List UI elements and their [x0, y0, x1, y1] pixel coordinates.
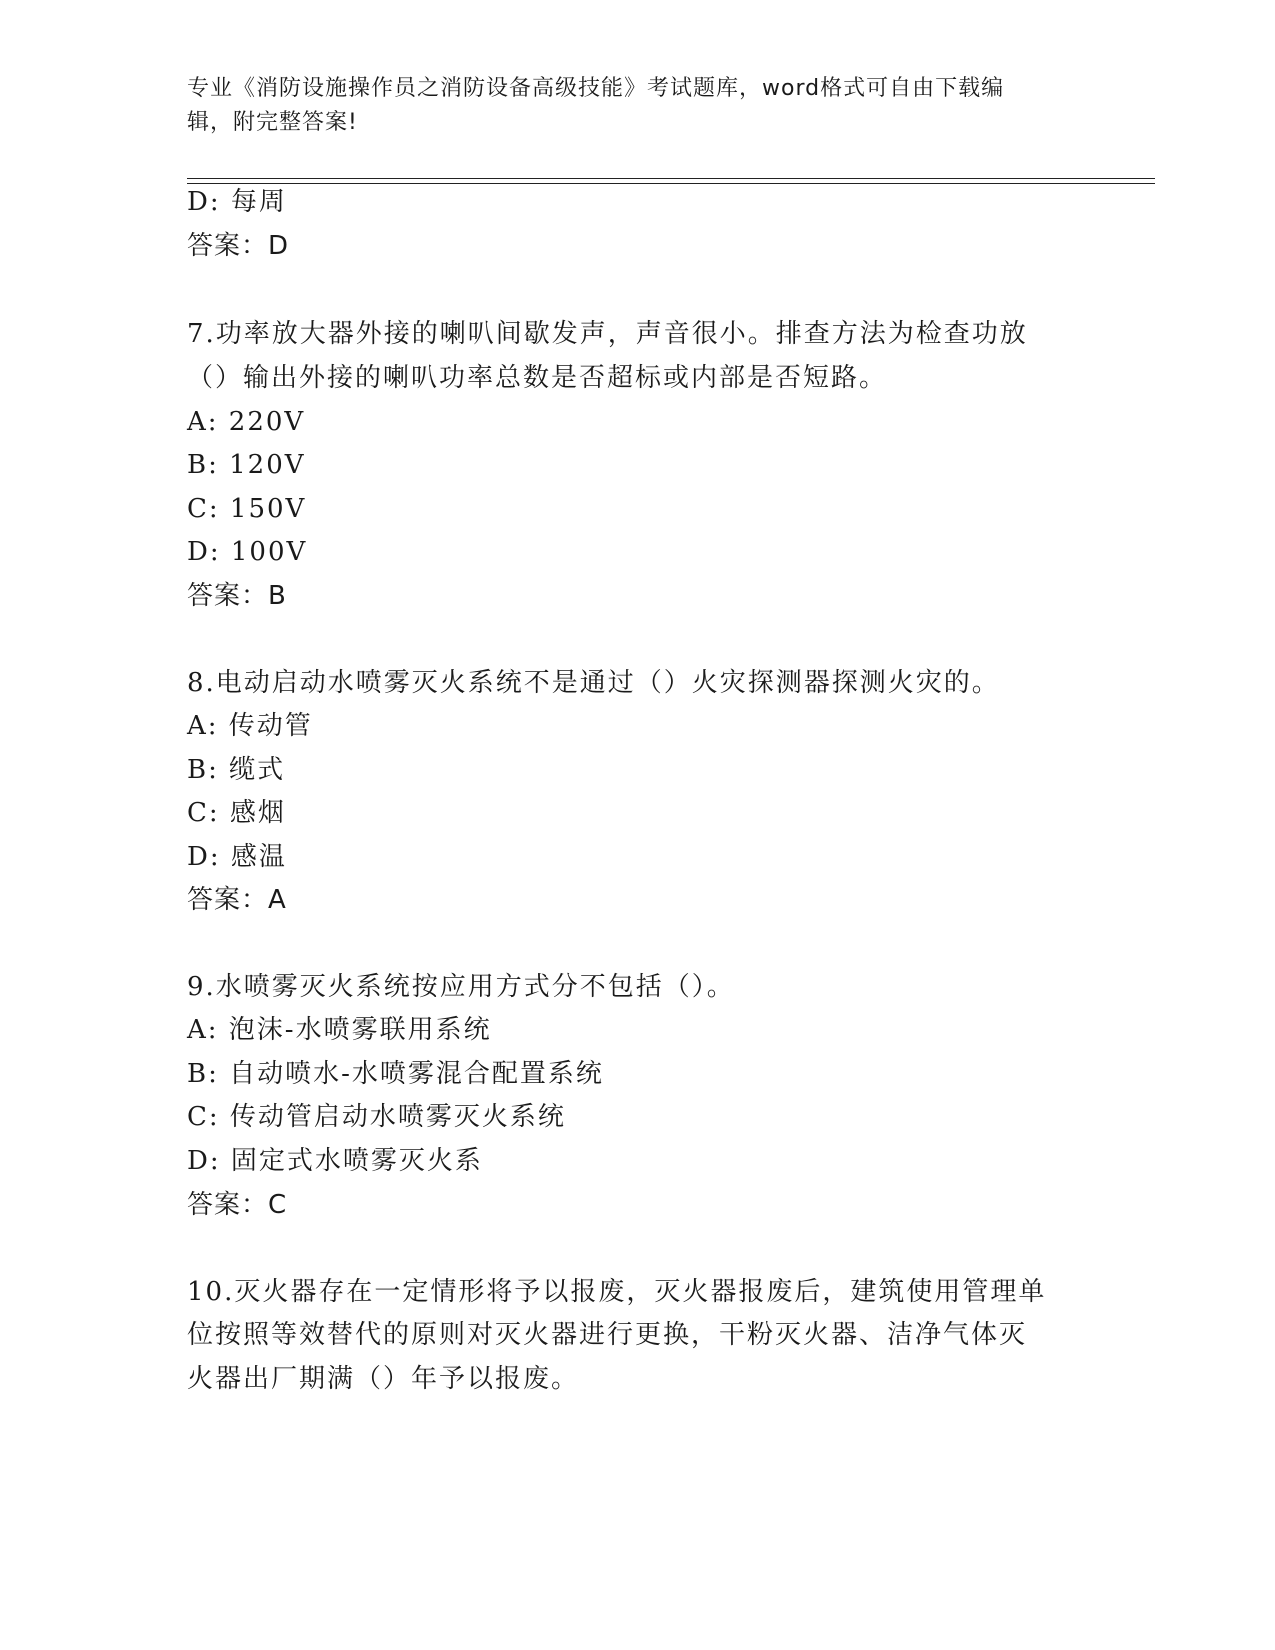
question-9-stem-line-1: 9.水喷雾灭火系统按应用方式分不包括（）。: [187, 972, 735, 1002]
question-9-option-c: C: 传动管启动水喷雾灭火系统: [187, 1102, 566, 1132]
question-9-option-a: A: 泡沫-水喷雾联用系统: [187, 1015, 492, 1045]
header-divider: [187, 178, 1155, 184]
question-10-stem-line-2: 位按照等效替代的原则对灭火器进行更换，干粉灭火器、洁净气体灭: [187, 1320, 1028, 1350]
question-7-stem-line-2: （）输出外接的喇叭功率总数是否超标或内部是否短路。: [187, 363, 888, 393]
question-7-answer: 答案：B: [187, 581, 287, 611]
question-9-option-d: D: 固定式水喷雾灭火系: [187, 1146, 483, 1176]
header-note-line-2: 辑，附完整答案!: [187, 110, 358, 135]
question-8-answer: 答案：A: [187, 885, 287, 915]
question-8-option-b: B: 缆式: [187, 755, 286, 785]
question-7-option-c: C: 150V: [187, 494, 307, 524]
question-7-stem-line-1: 7.功率放大器外接的喇叭间歇发声，声音很小。排查方法为检查功放: [187, 319, 1028, 349]
question-8-option-a: A: 传动管: [187, 711, 313, 741]
question-9-answer: 答案：C: [187, 1190, 288, 1220]
question-8-option-c: C: 感烟: [187, 798, 286, 828]
prev-question-option-d: D: 每周: [187, 187, 287, 217]
question-7-option-d: D: 100V: [187, 537, 308, 567]
prev-question-answer: 答案：D: [187, 231, 290, 261]
question-10-stem-line-1: 10.灭火器存在一定情形将予以报废，灭火器报废后，建筑使用管理单: [187, 1277, 1047, 1307]
question-7-option-a: A: 220V: [187, 407, 306, 437]
question-8-stem-line-1: 8.电动启动水喷雾灭火系统不是通过（）火灾探测器探测火灾的。: [187, 668, 1000, 698]
document-header-note: [187, 72, 1067, 140]
question-7-option-b: B: 120V: [187, 450, 306, 480]
question-8-option-d: D: 感温: [187, 842, 287, 872]
question-10-stem-line-3: 火器出厂期满（）年予以报废。: [187, 1364, 580, 1394]
question-9-option-b: B: 自动喷水-水喷雾混合配置系统: [187, 1059, 604, 1089]
header-note-line-1: 专业《消防设施操作员之消防设备高级技能》考试题库，word格式可自由下载编: [187, 76, 1005, 101]
